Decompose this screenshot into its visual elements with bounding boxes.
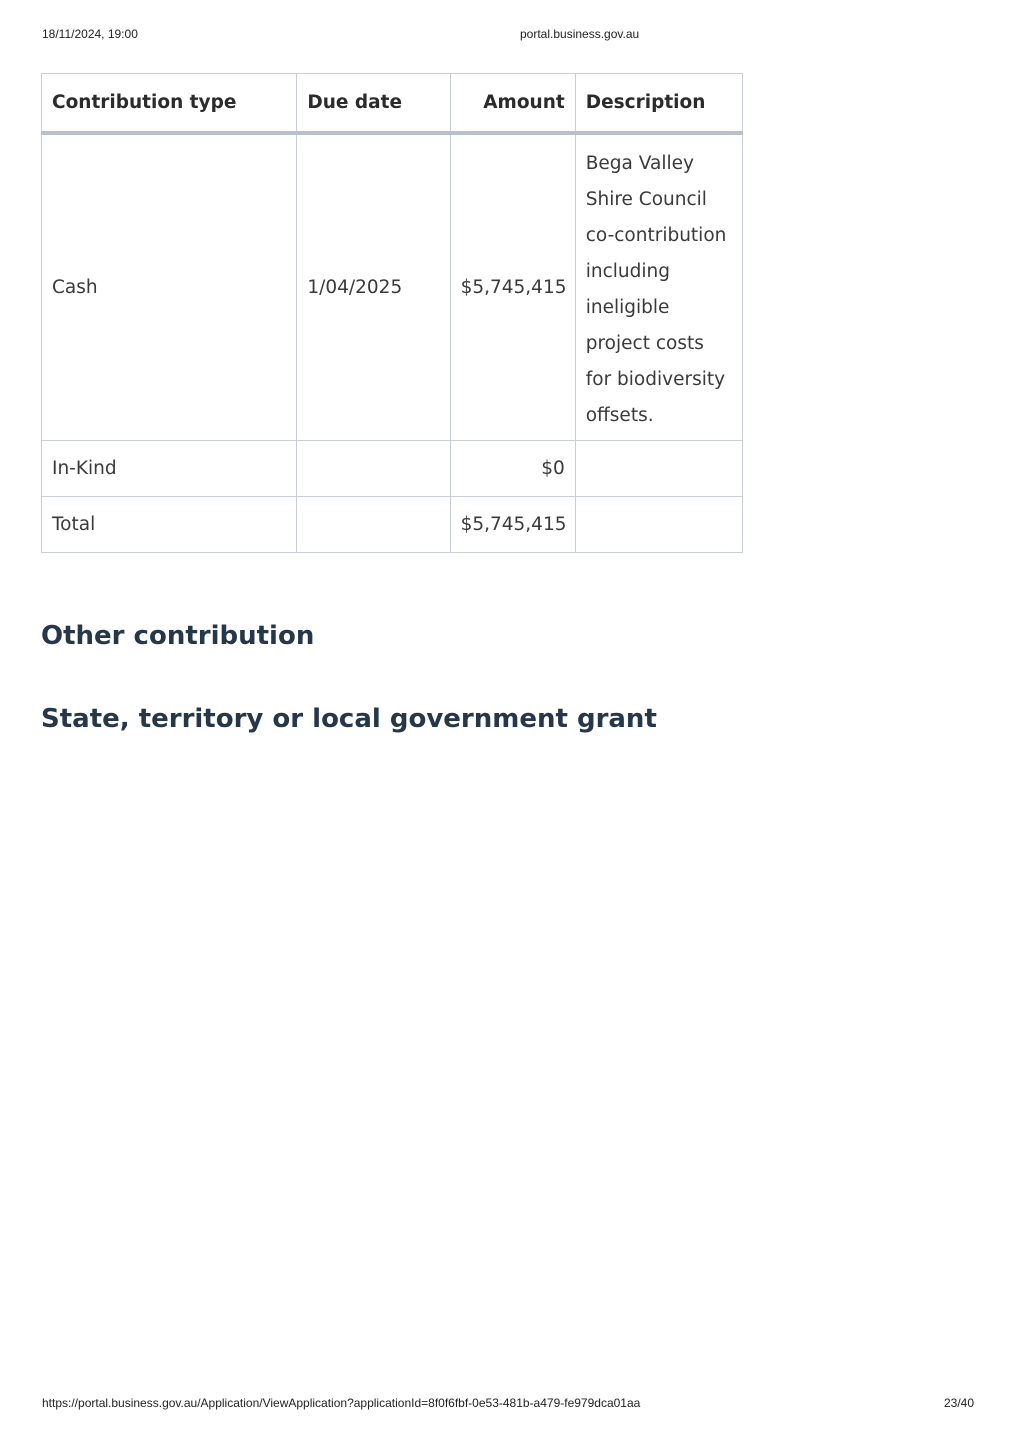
- cell-description: [575, 497, 742, 553]
- cell-type: Total: [42, 497, 297, 553]
- cell-amount: $5,745,415: [450, 497, 575, 553]
- header-description: Description: [575, 74, 742, 134]
- cell-due-date: [297, 441, 450, 497]
- table-row-in-kind: [42, 441, 743, 497]
- header-due-date: Due date: [297, 74, 450, 134]
- cell-description: Bega Valley Shire Council co-contribution including ineligible project costs for biodiversity offsets.: [575, 133, 742, 441]
- cell-type: Cash: [42, 133, 297, 441]
- table-row-total: [42, 497, 743, 553]
- print-footer: [42, 1396, 974, 1412]
- table-header-row: [42, 74, 743, 134]
- table-row-cash: [42, 133, 743, 441]
- cell-description: [575, 441, 742, 497]
- other-contribution-heading: Other contribution: [41, 621, 315, 651]
- print-site: portal.business.gov.au: [520, 27, 640, 41]
- state-grant-heading: State, territory or local government grant: [41, 704, 657, 734]
- cell-type: In-Kind: [42, 441, 297, 497]
- page-content: [41, 73, 743, 734]
- print-url: https://portal.business.gov.au/Application/ViewApplication?applicationId=8f0f6fbf-0e53-481b-a479-fe979dca01aa: [42, 1396, 641, 1410]
- cell-amount: $0: [450, 441, 575, 497]
- contribution-table: [41, 73, 743, 553]
- print-header: [42, 27, 970, 43]
- cell-due-date: [297, 497, 450, 553]
- page-number: 23/40: [943, 1396, 974, 1410]
- print-datetime: 18/11/2024, 19:00: [42, 27, 138, 41]
- header-amount: Amount: [450, 74, 575, 134]
- cell-due-date: 1/04/2025: [297, 133, 450, 441]
- cell-amount: $5,745,415: [450, 133, 575, 441]
- header-contribution-type: Contribution type: [42, 74, 297, 134]
